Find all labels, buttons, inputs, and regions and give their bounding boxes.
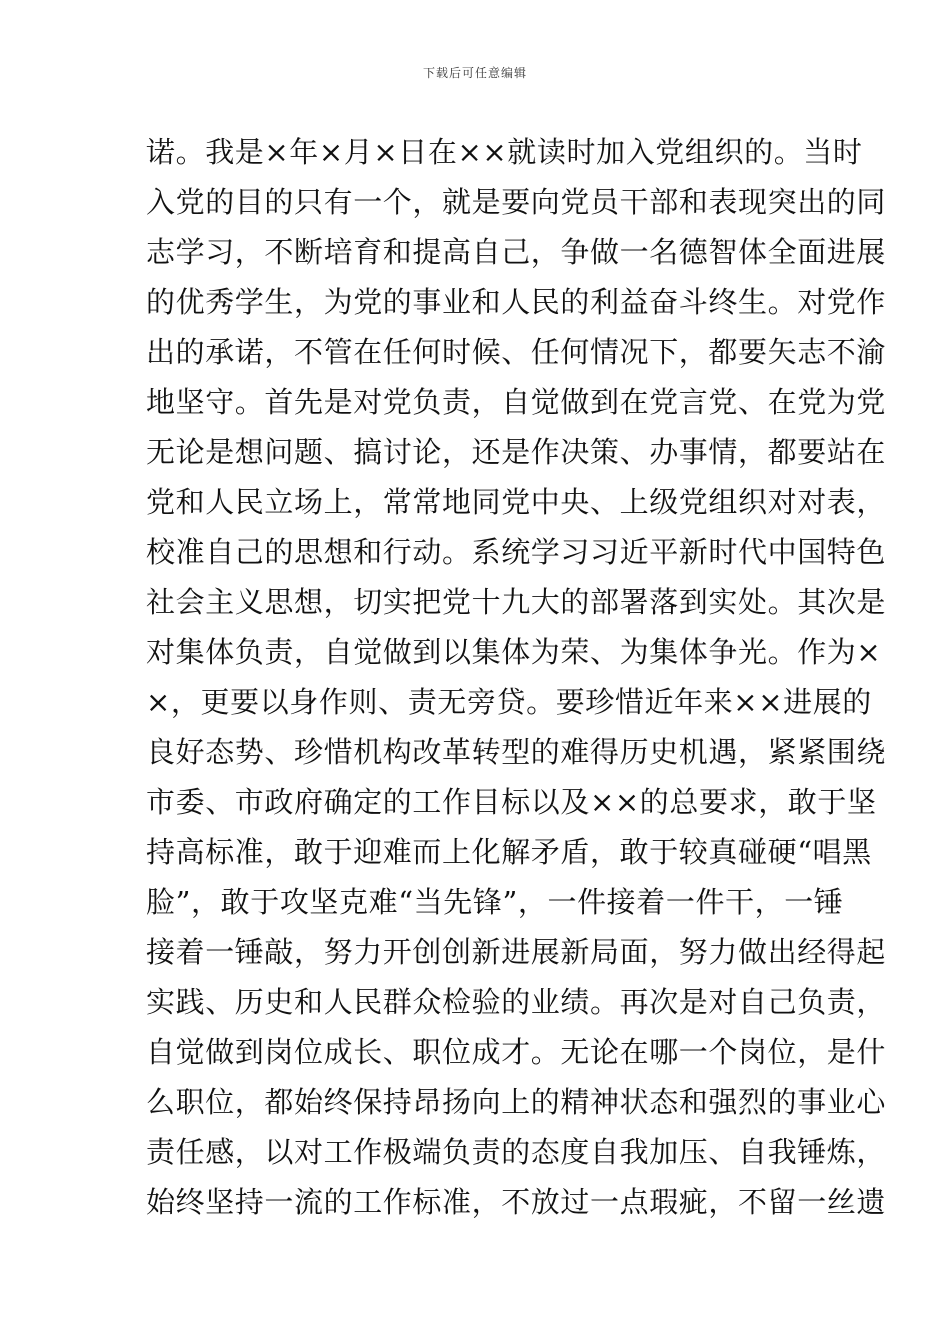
text-line: 志学习，不断培育和提高自己，争做一名德智体全面进展 <box>146 235 887 269</box>
text-line: 对集体负责，自觉做到以集体为荣、为集体争光。作为× <box>146 635 882 669</box>
text-line: 党和人民立场上，常常地同党中央、上级党组织对对表， <box>146 485 887 519</box>
text-line: 实践、历史和人民群众检验的业绩。再次是对自己负责， <box>146 985 887 1019</box>
text-line: 接着一锤敲，努力开创创新进展新局面，努力做出经得起 <box>146 935 887 969</box>
text-line: 持高标准，敢于迎难而上化解矛盾，敢于较真碰硬“唱黑 <box>146 835 872 869</box>
text-line: 自觉做到岗位成长、职位成才。无论在哪一个岗位，是什 <box>146 1035 887 1069</box>
text-line: 诺。我是×年×月×日在××就读时加入党组织的。当时 <box>146 135 863 169</box>
text-line: 脸”，敢于攻坚克难“当先锋”，一件接着一件干，一锤 <box>146 885 844 919</box>
text-line: 责任感，以对工作极端负责的态度自我加压、自我锤炼， <box>146 1135 887 1169</box>
body-text <box>146 127 887 1227</box>
text-line: 社会主义思想，切实把党十九大的部署落到实处。其次是 <box>146 585 887 619</box>
text-line: 的优秀学生，为党的事业和人民的利益奋斗终生。对党作 <box>146 285 887 319</box>
text-line: 地坚守。首先是对党负责，自觉做到在党言党、在党为党 <box>146 385 887 419</box>
text-line: 入党的目的只有一个，就是要向党员干部和表现突出的同 <box>146 185 887 219</box>
text-line: ×，更要以身作则、责无旁贷。要珍惜近年来××进展的 <box>146 685 872 719</box>
text-line: 始终坚持一流的工作标准，不放过一点瑕疵，不留一丝遗 <box>146 1185 887 1219</box>
text-line: 良好态势、珍惜机构改革转型的难得历史机遇，紧紧围绕 <box>146 735 887 769</box>
text-line: 无论是想问题、搞讨论，还是作决策、办事情，都要站在 <box>146 435 887 469</box>
text-line: 校准自己的思想和行动。系统学习习近平新时代中国特色 <box>146 535 887 569</box>
header-note: 下载后可任意编辑 <box>422 66 527 80</box>
text-line: 出的承诺，不管在任何时候、任何情况下，都要矢志不渝 <box>146 335 887 369</box>
text-line: 么职位，都始终保持昂扬向上的精神状态和强烈的事业心 <box>146 1085 887 1119</box>
text-line: 市委、市政府确定的工作目标以及××的总要求，敢于坚 <box>146 785 877 819</box>
